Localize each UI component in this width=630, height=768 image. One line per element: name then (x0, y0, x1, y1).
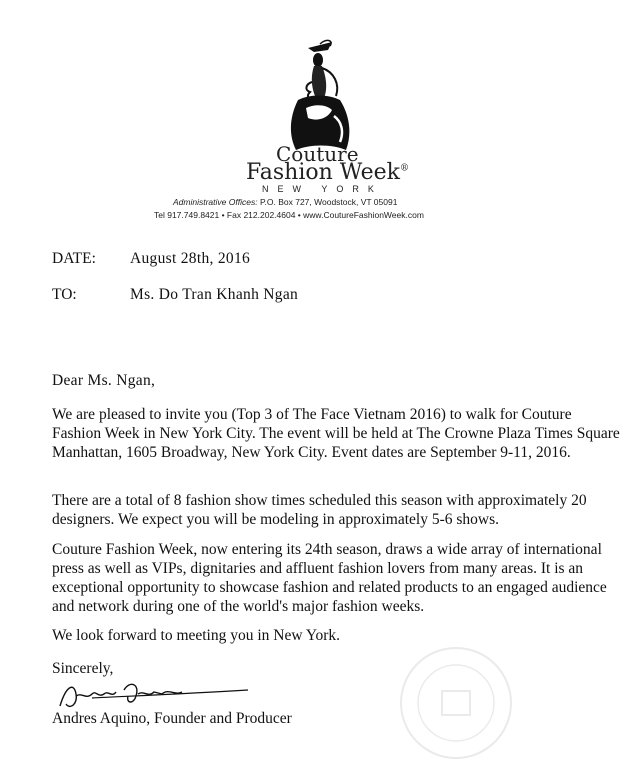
embossed-seal-icon (398, 645, 514, 761)
date-label: DATE: (52, 250, 96, 267)
registered-mark: ® (399, 163, 409, 174)
salutation: Dear Ms. Ngan, (52, 372, 156, 389)
brand-name-line1: Couture (276, 142, 359, 166)
date-value: August 28th, 2016 (130, 250, 251, 267)
paragraph-shows: There are a total of 8 fashion show times scheduled this season with approximately 20 designers. We expect you will be modeling in approximately 5-6 shows. (52, 492, 587, 528)
brand-name-line3: NEW YORK (262, 184, 383, 194)
paragraph-closing: We look forward to meeting you in New York. (52, 627, 341, 644)
admin-address: P.O. Box 727, Woodstock, VT 05091 (259, 197, 398, 207)
to-label: TO: (52, 286, 77, 303)
to-value: Ms. Do Tran Khanh Ngan (130, 286, 299, 303)
sign-off: Sincerely, (52, 660, 114, 677)
paragraph-about: Couture Fashion Week, now entering its 24th season, draws a wide array of international press as well as VIPs, dignitaries and affluent fashion lovers from many areas. It is an exceptional opportunity to showcase fashion and related products to an engaged audience and network during one of the world's major fashion weeks. (52, 541, 607, 615)
letterhead (0, 0, 630, 230)
signer-name: Andres Aquino, Founder and Producer (52, 710, 292, 727)
brand-name-line2: Fashion Week® (246, 160, 409, 185)
paragraph-invitation: We are pleased to invite you (Top 3 of The Face Vietnam 2016) to walk for Couture Fashion Week in New York City. The event will be held at The Crowne Plaza Times Square Manhattan, 1605 Broadway, New York City. Event dates are September 9-11, 2016. (52, 406, 620, 461)
contact-info: Tel 917.749.8421 • Fax 212.202.4604 • www.CoutureFashionWeek.com (154, 210, 424, 220)
couture-logo-icon (270, 38, 380, 158)
admin-label: Administrative Offices: (173, 197, 258, 207)
admin-offices (173, 197, 397, 207)
